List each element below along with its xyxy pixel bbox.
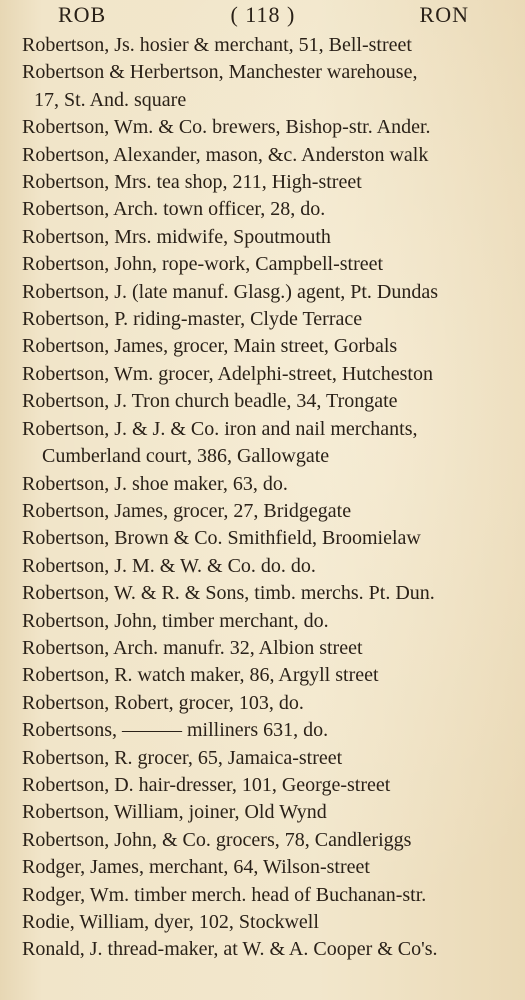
directory-entry: Robertson, Robert, grocer, 103, do.	[22, 691, 304, 714]
directory-entry-continuation: Cumberland court, 386, Gallowgate	[42, 445, 330, 468]
directory-entry: Robertson, R. grocer, 65, Jamaica-street	[22, 746, 343, 769]
directory-entry: Robertson, Wm. grocer, Adelphi-street, Hutcheston	[22, 362, 433, 385]
directory-entry: Rodie, William, dyer, 102, Stockwell	[22, 911, 319, 933]
directory-entry: Robertson, Mrs. tea shop, 211, High-street	[22, 171, 362, 194]
page-number: ( 118 )	[230, 2, 296, 27]
directory-entry: Robertson, R. watch maker, 86, Argyll street	[22, 664, 379, 687]
directory-entry: Robertson, Arch. town officer, 28, do.	[22, 198, 326, 221]
directory-entry: Robertson, J. Tron church beadle, 34, Trongate	[22, 390, 398, 413]
directory-entry: Rodger, James, merchant, 64, Wilson-street	[22, 856, 370, 879]
directory-entry: Robertson, James, grocer, 27, Bridgegate	[22, 499, 352, 522]
directory-entry: Robertson, Alexander, mason, &c. Anderston walk	[22, 143, 429, 166]
directory-entry: Robertson, J. (late manuf. Glasg.) agent, Pt. Dundas	[22, 280, 439, 303]
directory-entry: Robertson, William, joiner, Old Wynd	[22, 801, 327, 824]
directory-entry: Robertson, James, grocer, Main street, Gorbals	[22, 335, 398, 358]
directory-entry: Robertson, W. & R. & Sons, timb. merchs. Pt. Dun.	[22, 582, 435, 605]
directory-entry: Robertson, Arch. manufr. 32, Albion street	[22, 636, 363, 659]
directory-entry: Robertson, John, & Co. grocers, 78, Candleriggs	[22, 828, 412, 851]
directory-entry: Robertson, Js. hosier & merchant, 51, Bell-street	[22, 34, 412, 56]
directory-entry: Robertson, Brown & Co. Smithfield, Broomielaw	[22, 527, 421, 550]
directory-entry: Robertson, John, rope-work, Campbell-street	[22, 253, 384, 276]
directory-entry: Robertson, J. M. & W. & Co. do. do.	[22, 554, 316, 577]
directory-entry: Robertson, J. shoe maker, 63, do.	[22, 472, 288, 495]
running-head-left: ROB	[58, 2, 107, 27]
directory-entry: Robertson, D. hair-dresser, 101, George-street	[22, 773, 391, 796]
directory-entry: Robertson, Wm. & Co. brewers, Bishop-str. Ander.	[22, 116, 431, 139]
directory-entry-continuation: 17, St. And. square	[34, 88, 187, 111]
directory-entry: Robertson, J. & J. & Co. iron and nail merchants,	[22, 417, 418, 440]
directory-entry: Ronald, J. thread-maker, at W. & A. Cooper & Co's.	[22, 938, 438, 961]
directory-entries	[22, 32, 517, 964]
directory-entry: Robertson, John, timber merchant, do.	[22, 609, 329, 632]
directory-entry: Rodger, Wm. timber merch. head of Buchanan-str.	[22, 883, 427, 906]
directory-entry: Robertson, P. riding-master, Clyde Terrace	[22, 308, 363, 331]
running-head-right: RON	[419, 2, 469, 27]
directory-entry: Robertson, Mrs. midwife, Spoutmouth	[22, 225, 331, 248]
running-head	[22, 2, 517, 32]
directory-entry: Robertson & Herbertson, Manchester warehouse,	[22, 61, 418, 84]
directory-entry: Robertsons, ——— milliners 631, do.	[22, 719, 329, 742]
